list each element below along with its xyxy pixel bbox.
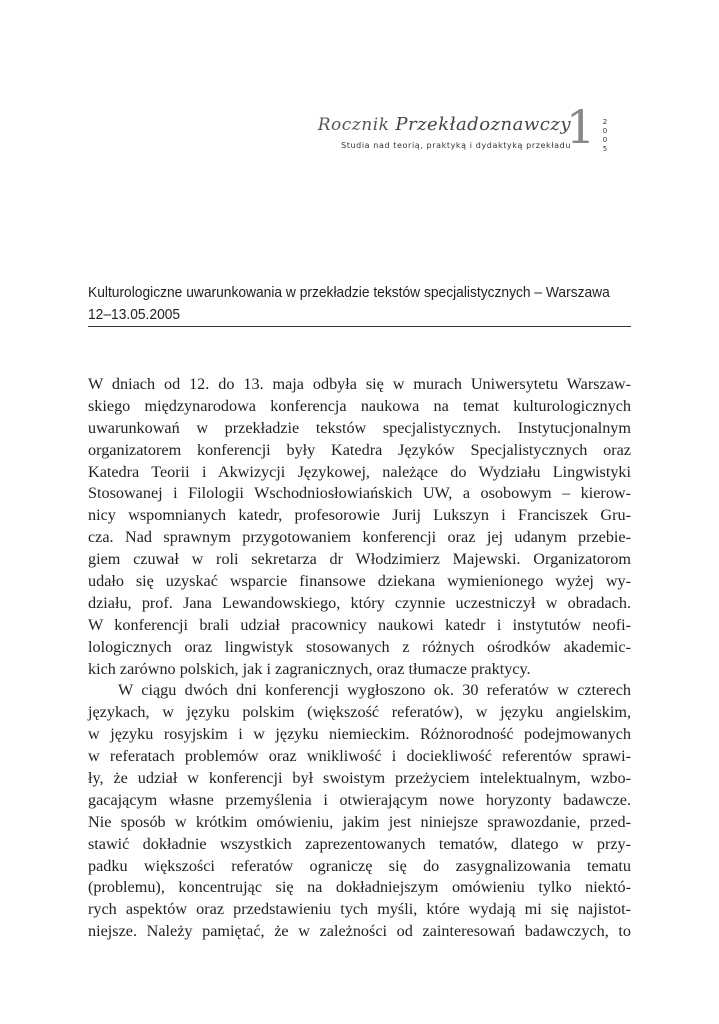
- text-line: stawić dokładnie wszystkich zaprezentowanych tematów, dlatego w przy-: [88, 834, 631, 853]
- volume-year: [600, 118, 610, 154]
- text-line: uwarunkowań w przekładzie tekstów specjalistycznych. Instytucjonalnym: [88, 418, 631, 437]
- journal-subtitle: Studia nad teorią, praktyką i dydaktyką przekładu: [341, 141, 571, 150]
- volume-number: 1: [566, 100, 596, 154]
- journal-title: [318, 114, 571, 135]
- text-line: w referatach problemów oraz wnikliwość i dociekliwość referentów sprawi-: [88, 747, 631, 766]
- title-divider: [88, 326, 631, 327]
- text-line: kich zarówno polskich, jak i zagranicznych, oraz tłumacze praktycy.: [88, 659, 531, 678]
- text-line: padku większości referatów ograniczę się do zasygnalizowania tematu: [88, 856, 631, 875]
- text-line: lologicznych oraz lingwistyk stosowanych z różnych ośrodków akademic-: [88, 637, 631, 656]
- text-line: skiego międzynarodowa konferencja naukowa na temat kulturologicznych: [88, 396, 631, 415]
- text-line: ły, że udział w konferencji był swoistym przeżyciem intelektualnym, wzbo-: [88, 769, 631, 788]
- journal-title-word2: Przekładoznawczy: [395, 114, 571, 135]
- year-digit: 0: [602, 127, 608, 135]
- text-line: gacającym własne przemyślenia i otwierającym nowe horyzonty badawcze.: [88, 790, 631, 809]
- text-line: działu, prof. Jana Lewandowskiego, który czynnie uczestniczył w obradach.: [88, 593, 631, 612]
- text-line: giem czuwał w roli sekretarza dr Włodzimierz Majewski. Organizatorom: [88, 550, 631, 569]
- year-digit: 0: [602, 136, 608, 144]
- text-line: niejsze. Należy pamiętać, że w zależności od zainteresowań badawczych, to: [88, 922, 631, 941]
- text-line: nicy wspomnianych katedr, profesorowie Jurij Lukszyn i Franciszek Gru-: [88, 506, 631, 525]
- journal-header: [0, 100, 719, 170]
- text-line: w języku rosyjskim i w języku niemieckim. Różnorodność podejmowanych: [88, 725, 631, 744]
- text-line: udało się uzyskać wsparcie finansowe dziekana wymienionego wyżej wy-: [88, 572, 631, 591]
- text-line: Stosowanej i Filologii Wschodniosłowiańskich UW, a osobowym – kierow-: [88, 484, 631, 503]
- text-line: (problemu), koncentrując się na dokładniejszym omówieniu tylko niektó-: [88, 878, 631, 897]
- text-line: cza. Nad sprawnym przygotowaniem konferencji oraz jej udanym przebie-: [88, 528, 631, 547]
- text-line: Nie sposób w krótkim omówieniu, jakim jest niniejsze sprawozdanie, przed-: [88, 812, 631, 831]
- text-line: Katedra Teorii i Akwizycji Językowej, należące do Wydziału Lingwistyki: [88, 462, 631, 481]
- article-title-line: Kulturologiczne uwarunkowania w przekładzie tekstów specjalistycznych – Warszawa: [88, 284, 610, 301]
- text-line: językach, w języku polskim (większość referatów), w języku angielskim,: [88, 703, 631, 722]
- year-digit: 5: [602, 145, 608, 153]
- year-digit: 2: [602, 118, 608, 126]
- text-line: W konferencji brali udział pracownicy naukowi katedr i instytutów neofi-: [88, 615, 631, 634]
- text-line: W dniach od 12. do 13. maja odbyła się w murach Uniwersytetu Warszaw-: [88, 375, 631, 393]
- text-line: rych aspektów oraz przedstawieniu tych myśli, które wydają mi się najistot-: [88, 900, 631, 919]
- body-text: [88, 374, 631, 943]
- journal-title-word1: Rocznik: [317, 115, 390, 135]
- article-title: [88, 282, 633, 326]
- article-title-line: 12–13.05.2005: [88, 306, 181, 323]
- text-line: organizatorem konferencji były Katedra Języków Specjalistycznych oraz: [88, 440, 631, 459]
- text-line: W ciągu dwóch dni konferencji wygłoszono ok. 30 referatów w czterech: [118, 681, 631, 700]
